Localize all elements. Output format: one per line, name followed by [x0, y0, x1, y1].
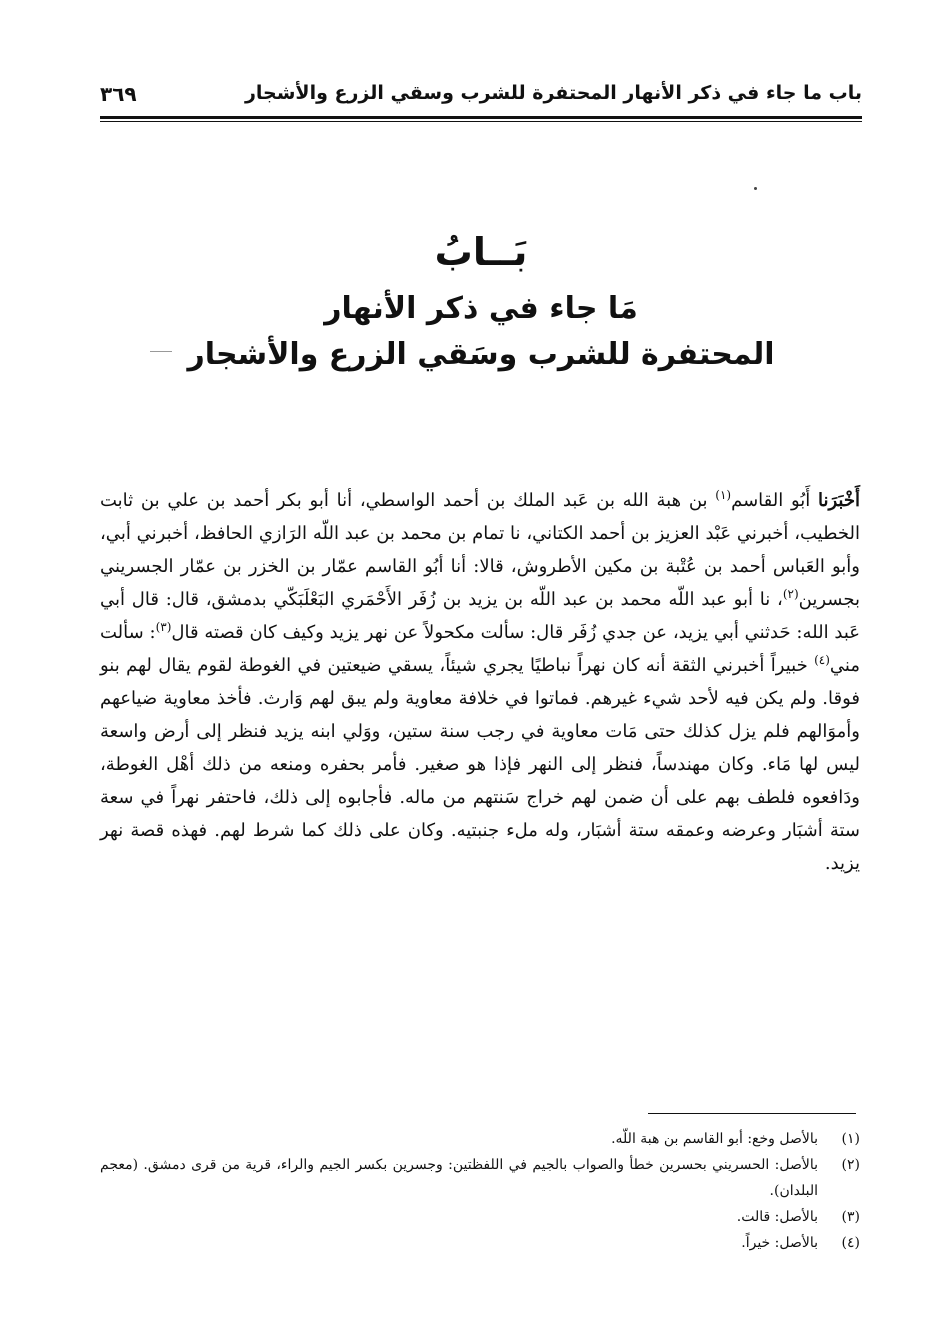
footnote-text: بالأصل: الحسريني بحسرين خطأ والصواب بالجيم في اللفظتين: وجسرين بكسر الجيم والراء، قرية من قرى دمشق. (معجم البلدان). [100, 1157, 818, 1199]
header-rule-thin [100, 121, 862, 122]
text-segment: ، نا أبو عبد اللّه محمد بن عبد اللّه بن يزيد بن زُفَر الأَحْمَري البَعْلَبَكّي بدمشق، قال: قال أبي عَبد الله: حَدثني أبي يزيد، عن جدي زُفَر قال: سألت مكحولاً عن نهر يزيد وكيف كان قصته قال [100, 589, 860, 643]
lead-word: أَخْبَرَنا [818, 490, 860, 511]
footnote-2 [100, 1152, 860, 1204]
footnote-ref-3: (٣) [155, 620, 172, 634]
chapter-title [100, 286, 862, 378]
footnote-text: بالأصل: قالت. [736, 1209, 818, 1225]
footnote-ref-4: (٤) [814, 653, 830, 667]
page-number: ٣٦٩ [100, 82, 137, 106]
footnote-4 [100, 1230, 860, 1256]
text-segment: خبيراً أخبرني الثقة أنه كان نهراً نباطيًا يجري شيئاً، يسقي ضيعتين في الغوطة لقوم يقال لهم بنو فوقا. ولم يكن فيه لأحد شيء غيرهم. فماتوا في خلافة معاوية ولم يبق لهم وَارث. فأخذ معاوية ضياعهم وأموَالهم فلم يزل كذلك حتى مَات معاوية في رجب سنة ستين، ووَلي ابنه يزيد فنظر إلى أرض واسعة ليس لها مَاء. وكان مهندساً، فنظر إلى النهر فإذا هو صغير. فأمر بحفره ومنعه من ذلك أهْل الغوطة، ودَافعوه فلطف بهم على أن ضمن لهم خراج سَنتهم من ماله. فأجابوه إلى ذلك، فاحتفر نهراً في سعة ستة أشبَار وعرضه وعمقه ستة أشبَار، وله ملء جنبتيه. وكان على ذلك كما شرط لهم. فهذه قصة نهر يزيد. [100, 655, 860, 874]
footnote-text: بالأصل وخع: أبو القاسم بن هبة اللّه. [611, 1131, 818, 1147]
footnote-number: (٣) [841, 1209, 860, 1225]
chapter-label: بَــابُ [434, 230, 528, 274]
footnotes [100, 1126, 860, 1256]
footnote-number: (٢) [841, 1157, 860, 1173]
footnote-number: (١) [841, 1131, 860, 1147]
footnote-1 [100, 1126, 860, 1152]
footnote-ref-1: (١) [715, 488, 732, 502]
scan-speck [754, 187, 757, 190]
footnote-number: (٤) [841, 1235, 860, 1251]
main-text [100, 484, 860, 880]
footnote-separator [648, 1113, 856, 1114]
header-rule [100, 116, 862, 119]
page-header [100, 82, 862, 116]
running-title: باب ما جاء في ذكر الأنهار المحتفرة للشرب وسقي الزرع والأشجار [244, 82, 862, 104]
text-segment: : سألت مني [100, 622, 860, 676]
text-segment: أَبُو القاسم [731, 490, 818, 511]
footnote-ref-2: (٢) [782, 587, 799, 601]
chapter-title-line-1: مَا جاء في ذكر الأنهار [324, 291, 638, 326]
chapter-heading [100, 228, 862, 378]
footnote-3 [100, 1204, 860, 1230]
text-segment: بن هبة الله بن عَبد الملك بن أحمد الواسطي، أنا أبو بكر أحمد بن علي بن ثابت الخطيب، أخبرني عَبْد العزيز بن أحمد الكتاني، نا تمام بن محمد بن عبد اللّه الرَازي الحافظ، أخبرني أبي، وأبو العَباس أحمد بن عُتْبة بن مكين الأطروش، قالا: أنا أبُو القاسم عمّار بن الخزر بن عمّار الجسريني بجسرين [100, 490, 860, 610]
chapter-title-line-2: المحتفرة للشرب وسَقي الزرع والأشجار [187, 337, 775, 372]
footnote-text: بالأصل: خيراً. [741, 1235, 818, 1251]
